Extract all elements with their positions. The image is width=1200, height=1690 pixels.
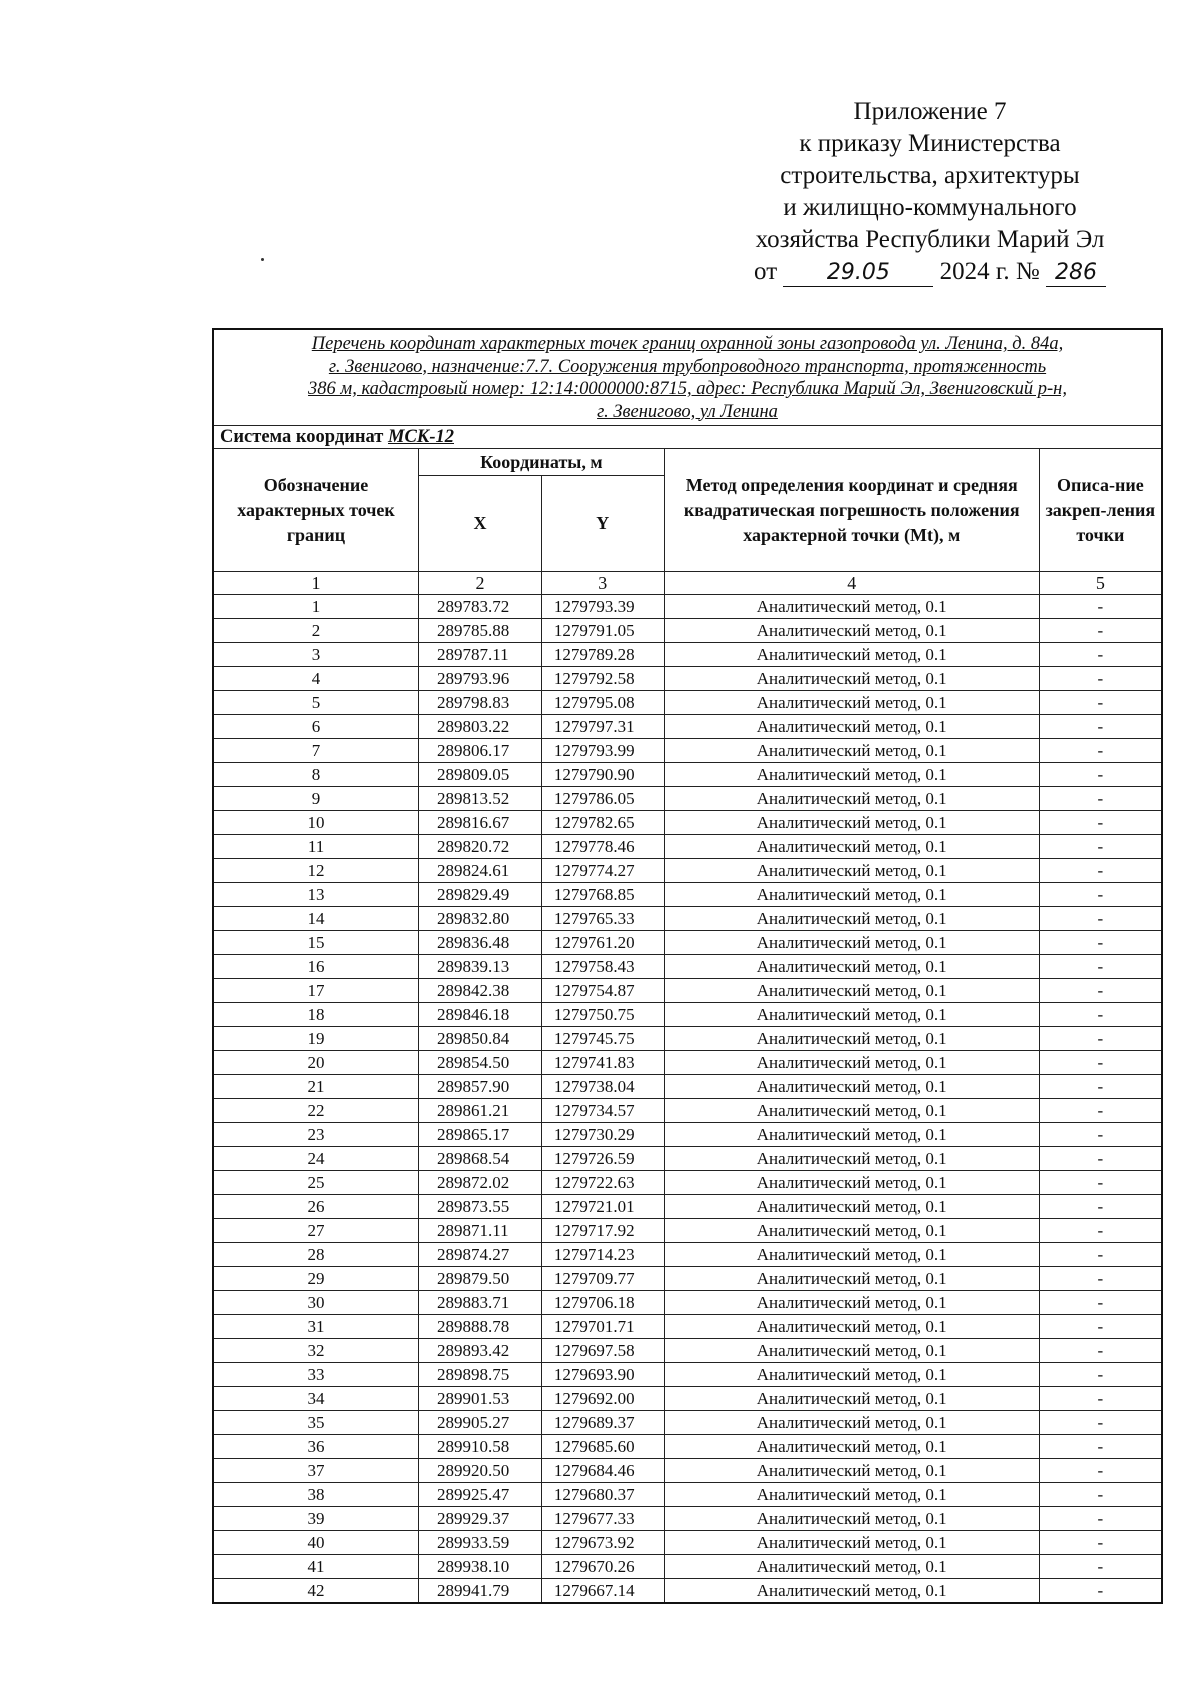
cell-y: 1279689.37 [541, 1411, 664, 1435]
cell-y: 1279673.92 [541, 1531, 664, 1555]
cell-desc: - [1039, 739, 1162, 763]
cell-n: 36 [213, 1435, 419, 1459]
table-row [213, 1483, 1162, 1507]
column-number: 1 [213, 572, 419, 595]
cell-desc: - [1039, 1195, 1162, 1219]
appendix-line-5: хозяйства Республики Марий Эл [755, 226, 1105, 253]
table-row [213, 667, 1162, 691]
cell-x: 289883.71 [419, 1291, 542, 1315]
cell-x: 289824.61 [419, 859, 542, 883]
cell-x: 289809.05 [419, 763, 542, 787]
cell-desc: - [1039, 979, 1162, 1003]
cell-method: Аналитический метод, 0.1 [664, 883, 1039, 907]
cell-y: 1279750.75 [541, 1003, 664, 1027]
title-line-1: Перечень координат характерных точек границ охранной зоны газопровода ул. Ленина, д. 84а, [311, 334, 1064, 354]
cell-x: 289813.52 [419, 787, 542, 811]
cell-y: 1279790.90 [541, 763, 664, 787]
cell-y: 1279717.92 [541, 1219, 664, 1243]
table-row [213, 595, 1162, 619]
cell-desc: - [1039, 763, 1162, 787]
cell-x: 289839.13 [419, 955, 542, 979]
cell-x: 289793.96 [419, 667, 542, 691]
cell-y: 1279714.23 [541, 1243, 664, 1267]
table-row [213, 1411, 1162, 1435]
cell-x: 289901.53 [419, 1387, 542, 1411]
table-row [213, 1315, 1162, 1339]
cell-method: Аналитический метод, 0.1 [664, 763, 1039, 787]
table-row [213, 811, 1162, 835]
cell-desc: - [1039, 1579, 1162, 1604]
cell-desc: - [1039, 1147, 1162, 1171]
cell-n: 34 [213, 1387, 419, 1411]
cell-method: Аналитический метод, 0.1 [664, 787, 1039, 811]
cell-method: Аналитический метод, 0.1 [664, 619, 1039, 643]
cell-method: Аналитический метод, 0.1 [664, 739, 1039, 763]
cell-method: Аналитический метод, 0.1 [664, 811, 1039, 835]
title-line-2: г. Звенигово, назначение:7.7. Сооружения трубопроводного транспорта, протяженность [328, 356, 1047, 377]
table-row [213, 1075, 1162, 1099]
cell-x: 289829.49 [419, 883, 542, 907]
cell-method: Аналитический метод, 0.1 [664, 859, 1039, 883]
cell-n: 13 [213, 883, 419, 907]
table-row [213, 1171, 1162, 1195]
cell-x: 289893.42 [419, 1339, 542, 1363]
cell-method: Аналитический метод, 0.1 [664, 1147, 1039, 1171]
cell-desc: - [1039, 1435, 1162, 1459]
cell-desc: - [1039, 811, 1162, 835]
coordinates-table [212, 328, 1163, 1604]
cell-desc: - [1039, 1291, 1162, 1315]
cell-desc: - [1039, 1003, 1162, 1027]
cell-method: Аналитический метод, 0.1 [664, 1339, 1039, 1363]
cell-desc: - [1039, 1363, 1162, 1387]
cell-n: 8 [213, 763, 419, 787]
cell-desc: - [1039, 1171, 1162, 1195]
cell-method: Аналитический метод, 0.1 [664, 1315, 1039, 1339]
cell-x: 289806.17 [419, 739, 542, 763]
cell-n: 19 [213, 1027, 419, 1051]
table-row [213, 739, 1162, 763]
table-row [213, 1435, 1162, 1459]
cell-n: 11 [213, 835, 419, 859]
table-row [213, 1003, 1162, 1027]
cell-x: 289938.10 [419, 1555, 542, 1579]
cell-desc: - [1039, 667, 1162, 691]
cell-method: Аналитический метод, 0.1 [664, 1267, 1039, 1291]
cell-y: 1279797.31 [541, 715, 664, 739]
table-row [213, 1027, 1162, 1051]
table-row [213, 883, 1162, 907]
coordinate-system-value: МСК-12 [388, 426, 454, 447]
cell-method: Аналитический метод, 0.1 [664, 1075, 1039, 1099]
appendix-line-2: к приказу Министерства [799, 130, 1061, 157]
cell-method: Аналитический метод, 0.1 [664, 1435, 1039, 1459]
cell-x: 289816.67 [419, 811, 542, 835]
cell-n: 10 [213, 811, 419, 835]
coordinate-system-label: Система координат [220, 426, 384, 447]
table-row [213, 931, 1162, 955]
cell-n: 9 [213, 787, 419, 811]
cell-x: 289925.47 [419, 1483, 542, 1507]
cell-x: 289905.27 [419, 1411, 542, 1435]
cell-x: 289865.17 [419, 1123, 542, 1147]
cell-x: 289857.90 [419, 1075, 542, 1099]
cell-x: 289787.11 [419, 643, 542, 667]
cell-n: 37 [213, 1459, 419, 1483]
cell-desc: - [1039, 1267, 1162, 1291]
cell-n: 30 [213, 1291, 419, 1315]
cell-y: 1279701.71 [541, 1315, 664, 1339]
column-number-row [213, 572, 1162, 595]
table-row [213, 859, 1162, 883]
column-number: 2 [419, 572, 542, 595]
cell-method: Аналитический метод, 0.1 [664, 715, 1039, 739]
from-prefix: от [754, 258, 778, 285]
cell-n: 21 [213, 1075, 419, 1099]
cell-n: 3 [213, 643, 419, 667]
cell-x: 289872.02 [419, 1171, 542, 1195]
cell-desc: - [1039, 907, 1162, 931]
table-row [213, 1339, 1162, 1363]
cell-method: Аналитический метод, 0.1 [664, 1171, 1039, 1195]
cell-method: Аналитический метод, 0.1 [664, 1411, 1039, 1435]
table-row [213, 715, 1162, 739]
cell-x: 289832.80 [419, 907, 542, 931]
cell-method: Аналитический метод, 0.1 [664, 1483, 1039, 1507]
cell-x: 289803.22 [419, 715, 542, 739]
cell-method: Аналитический метод, 0.1 [664, 595, 1039, 619]
cell-desc: - [1039, 1075, 1162, 1099]
document-title [213, 329, 1162, 426]
handwritten-date: 29.05 [783, 260, 933, 287]
cell-y: 1279741.83 [541, 1051, 664, 1075]
cell-method: Аналитический метод, 0.1 [664, 1219, 1039, 1243]
cell-x: 289861.21 [419, 1099, 542, 1123]
cell-n: 4 [213, 667, 419, 691]
appendix-title: Приложение 7 [853, 98, 1007, 125]
cell-x: 289910.58 [419, 1435, 542, 1459]
cell-y: 1279789.28 [541, 643, 664, 667]
cell-n: 7 [213, 739, 419, 763]
table-row [213, 1099, 1162, 1123]
table-row [213, 1459, 1162, 1483]
cell-desc: - [1039, 955, 1162, 979]
cell-y: 1279768.85 [541, 883, 664, 907]
cell-n: 33 [213, 1363, 419, 1387]
cell-method: Аналитический метод, 0.1 [664, 1507, 1039, 1531]
cell-desc: - [1039, 835, 1162, 859]
cell-x: 289888.78 [419, 1315, 542, 1339]
cell-desc: - [1039, 1387, 1162, 1411]
cell-desc: - [1039, 1459, 1162, 1483]
cell-desc: - [1039, 595, 1162, 619]
col-header-y: Y [541, 476, 664, 572]
cell-x: 289854.50 [419, 1051, 542, 1075]
cell-desc: - [1039, 787, 1162, 811]
cell-y: 1279754.87 [541, 979, 664, 1003]
cell-desc: - [1039, 1099, 1162, 1123]
table-row [213, 1267, 1162, 1291]
cell-desc: - [1039, 1531, 1162, 1555]
cell-y: 1279726.59 [541, 1147, 664, 1171]
cell-y: 1279795.08 [541, 691, 664, 715]
cell-y: 1279677.33 [541, 1507, 664, 1531]
cell-n: 24 [213, 1147, 419, 1171]
cell-method: Аналитический метод, 0.1 [664, 835, 1039, 859]
cell-y: 1279693.90 [541, 1363, 664, 1387]
cell-x: 289842.38 [419, 979, 542, 1003]
cell-y: 1279709.77 [541, 1267, 664, 1291]
title-line-3: 386 м, кадастровый номер: 12:14:0000000:8715, адрес: Республика Марий Эл, Звениговский р-н, [308, 379, 1067, 399]
cell-y: 1279685.60 [541, 1435, 664, 1459]
cell-x: 289846.18 [419, 1003, 542, 1027]
cell-n: 2 [213, 619, 419, 643]
cell-desc: - [1039, 1051, 1162, 1075]
cell-n: 23 [213, 1123, 419, 1147]
cell-n: 18 [213, 1003, 419, 1027]
order-date-number-line [720, 256, 1140, 288]
cell-n: 39 [213, 1507, 419, 1531]
col-header-method: Метод определения координат и средняя квадратическая погрешность положения характерной точки (Mt), м [664, 449, 1039, 572]
cell-n: 28 [213, 1243, 419, 1267]
cell-x: 289929.37 [419, 1507, 542, 1531]
col-header-coordinates: Координаты, м [419, 449, 665, 476]
cell-n: 5 [213, 691, 419, 715]
table-row [213, 1555, 1162, 1579]
col-header-x: X [419, 476, 542, 572]
scan-speck [261, 258, 264, 261]
table-row [213, 835, 1162, 859]
title-line-4: г. Звенигово, ул Ленина [597, 401, 778, 422]
cell-x: 289850.84 [419, 1027, 542, 1051]
cell-desc: - [1039, 1219, 1162, 1243]
cell-desc: - [1039, 1507, 1162, 1531]
cell-desc: - [1039, 1315, 1162, 1339]
cell-y: 1279738.04 [541, 1075, 664, 1099]
cell-method: Аналитический метод, 0.1 [664, 931, 1039, 955]
cell-x: 289920.50 [419, 1459, 542, 1483]
cell-desc: - [1039, 1411, 1162, 1435]
cell-desc: - [1039, 1555, 1162, 1579]
table-row [213, 1531, 1162, 1555]
cell-method: Аналитический метод, 0.1 [664, 1363, 1039, 1387]
cell-method: Аналитический метод, 0.1 [664, 1555, 1039, 1579]
cell-desc: - [1039, 691, 1162, 715]
column-number: 4 [664, 572, 1039, 595]
cell-n: 41 [213, 1555, 419, 1579]
cell-n: 14 [213, 907, 419, 931]
cell-y: 1279730.29 [541, 1123, 664, 1147]
table-row [213, 1051, 1162, 1075]
cell-n: 35 [213, 1411, 419, 1435]
cell-n: 26 [213, 1195, 419, 1219]
cell-x: 289785.88 [419, 619, 542, 643]
table-row [213, 907, 1162, 931]
cell-n: 15 [213, 931, 419, 955]
cell-method: Аналитический метод, 0.1 [664, 1459, 1039, 1483]
coordinate-system-row [213, 426, 1162, 449]
cell-method: Аналитический метод, 0.1 [664, 1099, 1039, 1123]
table-row [213, 691, 1162, 715]
cell-x: 289941.79 [419, 1579, 542, 1604]
cell-desc: - [1039, 1339, 1162, 1363]
cell-y: 1279684.46 [541, 1459, 664, 1483]
column-number: 5 [1039, 572, 1162, 595]
cell-y: 1279793.99 [541, 739, 664, 763]
cell-x: 289933.59 [419, 1531, 542, 1555]
handwritten-order-number: 286 [1046, 260, 1106, 287]
cell-x: 289798.83 [419, 691, 542, 715]
cell-x: 289879.50 [419, 1267, 542, 1291]
appendix-line-3: строительства, архитектуры [780, 162, 1080, 189]
cell-x: 289898.75 [419, 1363, 542, 1387]
cell-x: 289873.55 [419, 1195, 542, 1219]
cell-desc: - [1039, 1123, 1162, 1147]
cell-method: Аналитический метод, 0.1 [664, 667, 1039, 691]
col-header-description: Описа-ние закреп-ления точки [1039, 449, 1162, 572]
cell-desc: - [1039, 859, 1162, 883]
cell-n: 31 [213, 1315, 419, 1339]
cell-y: 1279692.00 [541, 1387, 664, 1411]
cell-y: 1279793.39 [541, 595, 664, 619]
cell-y: 1279786.05 [541, 787, 664, 811]
table-row [213, 1243, 1162, 1267]
cell-y: 1279758.43 [541, 955, 664, 979]
cell-y: 1279761.20 [541, 931, 664, 955]
cell-method: Аналитический метод, 0.1 [664, 691, 1039, 715]
coordinates-table-body [213, 595, 1162, 1604]
order-appendix-header [720, 96, 1140, 288]
cell-n: 42 [213, 1579, 419, 1604]
cell-desc: - [1039, 619, 1162, 643]
cell-n: 6 [213, 715, 419, 739]
table-row [213, 1363, 1162, 1387]
cell-n: 12 [213, 859, 419, 883]
cell-y: 1279697.58 [541, 1339, 664, 1363]
cell-n: 1 [213, 595, 419, 619]
table-row [213, 1195, 1162, 1219]
year-text: 2024 г. № [939, 258, 1040, 285]
cell-y: 1279734.57 [541, 1099, 664, 1123]
cell-n: 27 [213, 1219, 419, 1243]
table-row [213, 1123, 1162, 1147]
table-row [213, 979, 1162, 1003]
cell-n: 20 [213, 1051, 419, 1075]
cell-y: 1279782.65 [541, 811, 664, 835]
cell-y: 1279765.33 [541, 907, 664, 931]
table-row [213, 763, 1162, 787]
table-row [213, 1219, 1162, 1243]
cell-x: 289871.11 [419, 1219, 542, 1243]
col-header-point: Обозначение характерных точек границ [213, 449, 419, 572]
cell-n: 38 [213, 1483, 419, 1507]
cell-x: 289868.54 [419, 1147, 542, 1171]
cell-method: Аналитический метод, 0.1 [664, 1291, 1039, 1315]
cell-method: Аналитический метод, 0.1 [664, 1003, 1039, 1027]
cell-n: 29 [213, 1267, 419, 1291]
cell-method: Аналитический метод, 0.1 [664, 1051, 1039, 1075]
cell-desc: - [1039, 931, 1162, 955]
cell-desc: - [1039, 1243, 1162, 1267]
cell-y: 1279667.14 [541, 1579, 664, 1604]
cell-y: 1279722.63 [541, 1171, 664, 1195]
cell-n: 25 [213, 1171, 419, 1195]
cell-method: Аналитический метод, 0.1 [664, 1579, 1039, 1604]
table-row [213, 1579, 1162, 1604]
table-row [213, 1387, 1162, 1411]
table-row [213, 787, 1162, 811]
cell-desc: - [1039, 1483, 1162, 1507]
table-row [213, 619, 1162, 643]
cell-desc: - [1039, 883, 1162, 907]
table-row [213, 955, 1162, 979]
cell-y: 1279778.46 [541, 835, 664, 859]
cell-y: 1279774.27 [541, 859, 664, 883]
cell-y: 1279721.01 [541, 1195, 664, 1219]
cell-method: Аналитический метод, 0.1 [664, 1531, 1039, 1555]
cell-n: 32 [213, 1339, 419, 1363]
column-number: 3 [541, 572, 664, 595]
cell-y: 1279680.37 [541, 1483, 664, 1507]
cell-y: 1279745.75 [541, 1027, 664, 1051]
cell-method: Аналитический метод, 0.1 [664, 1195, 1039, 1219]
cell-method: Аналитический метод, 0.1 [664, 1027, 1039, 1051]
table-row [213, 1147, 1162, 1171]
table-row [213, 1291, 1162, 1315]
cell-method: Аналитический метод, 0.1 [664, 979, 1039, 1003]
cell-n: 40 [213, 1531, 419, 1555]
cell-desc: - [1039, 1027, 1162, 1051]
cell-n: 22 [213, 1099, 419, 1123]
cell-method: Аналитический метод, 0.1 [664, 955, 1039, 979]
cell-desc: - [1039, 715, 1162, 739]
cell-method: Аналитический метод, 0.1 [664, 1387, 1039, 1411]
cell-y: 1279792.58 [541, 667, 664, 691]
cell-desc: - [1039, 643, 1162, 667]
cell-x: 289783.72 [419, 595, 542, 619]
table-row [213, 1507, 1162, 1531]
cell-x: 289836.48 [419, 931, 542, 955]
cell-method: Аналитический метод, 0.1 [664, 643, 1039, 667]
cell-x: 289874.27 [419, 1243, 542, 1267]
cell-method: Аналитический метод, 0.1 [664, 907, 1039, 931]
appendix-line-4: и жилищно-коммунального [783, 194, 1077, 221]
cell-y: 1279670.26 [541, 1555, 664, 1579]
cell-x: 289820.72 [419, 835, 542, 859]
cell-method: Аналитический метод, 0.1 [664, 1123, 1039, 1147]
cell-y: 1279791.05 [541, 619, 664, 643]
cell-n: 16 [213, 955, 419, 979]
table-row [213, 643, 1162, 667]
cell-y: 1279706.18 [541, 1291, 664, 1315]
cell-method: Аналитический метод, 0.1 [664, 1243, 1039, 1267]
cell-n: 17 [213, 979, 419, 1003]
